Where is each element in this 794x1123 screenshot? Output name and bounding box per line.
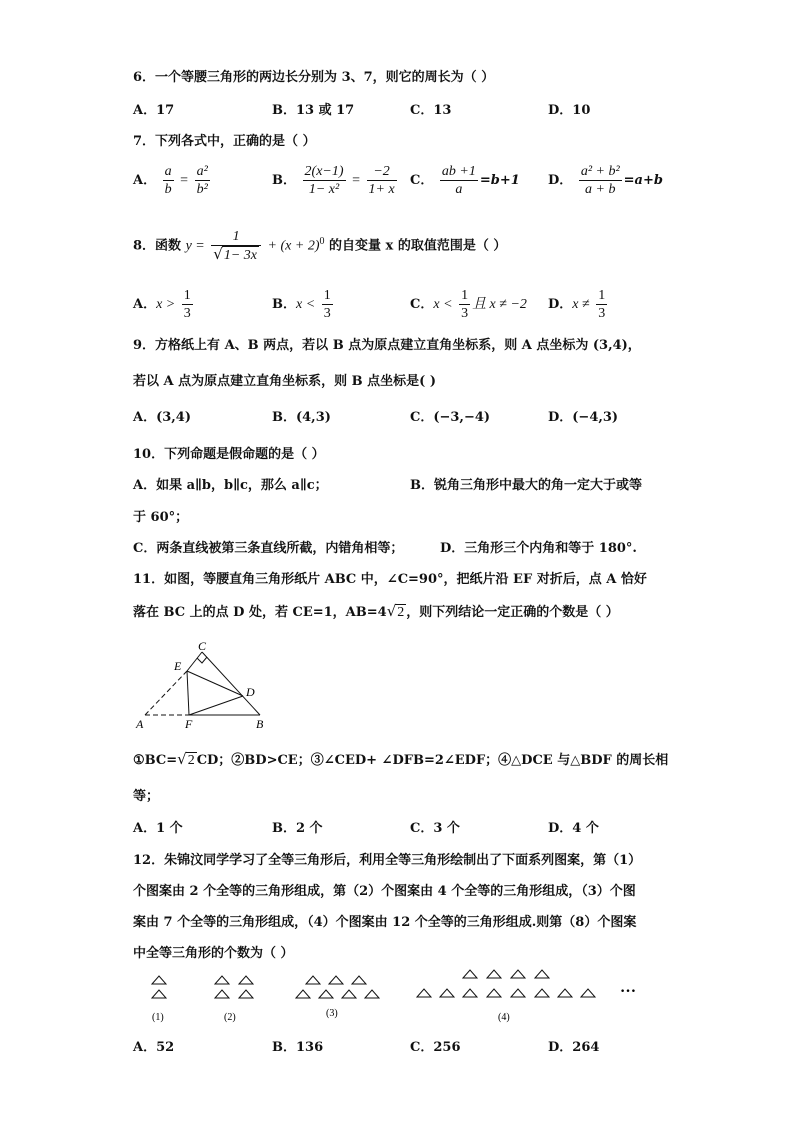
pattern-label-2: (2) [224, 1012, 236, 1023]
pattern-3-triangle [306, 976, 320, 984]
q11-triangle-figure [130, 638, 270, 732]
q6-option-c: C．13 [410, 103, 452, 118]
q7-b-rhs-fraction: $\frac{-2}{1+ x}$ [368, 164, 395, 197]
pattern-2-triangle [239, 990, 253, 998]
q9-option-b: B．(4,3) [272, 410, 331, 425]
q7-option-a: A． $\frac{a}{b}$ = $\frac{\text{a²}}{\text{b²}}$ [133, 164, 208, 197]
q6-stem: 6．一个等腰三角形的两边长分别为 3、7，则它的周长为（ ） [133, 70, 495, 85]
q11-option-d: D．4 个 [548, 821, 599, 836]
q9-option-c: C．(−3,−4) [410, 410, 491, 425]
q7-d-rhs: =a+b [623, 173, 663, 188]
q7-option-c [410, 163, 520, 198]
q7-d-fraction: $\frac{\text{a² + b²}}{a + b}$ [580, 164, 620, 197]
pattern-4-triangle [487, 970, 501, 978]
sqrt-icon: √ [386, 602, 397, 620]
q7-c-rhs: =b+1 [479, 173, 520, 188]
q11-conclusions: ①BC=√2 CD；②BD>CE；③∠CED+ ∠DFB=2∠EDF；④△DCE 与△BDF 的周长相 [133, 750, 669, 768]
q8-option-a: A．x > $\frac{1}{3}$ [133, 288, 191, 321]
q12-line-4: 中全等三角形的个数为（ ） [133, 946, 294, 961]
q7-option-d [548, 163, 663, 198]
pattern-label-4: (4) [498, 1012, 510, 1023]
figure-label-a: A [136, 717, 144, 731]
q8-plus-term: + (x + 2) [267, 238, 320, 254]
q8-option-b: B．x < $\frac{1}{3}$ [272, 288, 331, 321]
q12-line-3: 案由 7 个全等的三角形组成，（4）个图案由 12 个全等的三角形组成.则第（8）个图案 [133, 915, 637, 930]
pattern-label-3: (3) [326, 1008, 338, 1019]
pattern-4-triangle [511, 970, 525, 978]
pattern-4-triangle [463, 970, 477, 978]
figure-line-fd [189, 696, 243, 715]
figure-line-cb [202, 652, 260, 715]
pattern-label-1: (1) [152, 1012, 164, 1023]
pattern-3-triangle [319, 990, 333, 998]
q9-option-d: D．(−4,3) [548, 410, 619, 425]
q8-option-c: C．x < $\frac{1}{3}$ 且 x ≠ −2 [410, 288, 527, 321]
q11-conclusions-cont: 等； [133, 789, 160, 804]
q7-option-d-label: D． [548, 173, 573, 188]
pattern-3-triangle [365, 990, 379, 998]
q7-option-c-label: C． [410, 173, 434, 188]
q9-line-2: 若以 A 点为原点建立直角坐标系，则 B 点坐标是( ) [133, 374, 437, 389]
sqrt-icon: √ [213, 245, 223, 263]
q12-option-d: D．264 [548, 1040, 600, 1055]
q10-option-b-cont: 于 60°； [133, 510, 189, 525]
q8-fraction: $\frac{1}{√1- 3x}$ [211, 228, 261, 264]
q12-option-a: A．52 [133, 1040, 175, 1055]
figure-label-b: B [256, 717, 264, 731]
pattern-4-triangle [511, 989, 525, 997]
pattern-4-triangle [417, 989, 431, 997]
q8-y-eq: y = [185, 238, 205, 254]
pattern-4-triangle [487, 989, 501, 997]
figure-line-ae [145, 671, 187, 715]
q11-line-2: 落在 BC 上的点 D 处，若 CE=1，AB=4√2 ，则下列结论一定正确的个数是（ ） [133, 602, 619, 620]
q7-stem: 7．下列各式中，正确的是（ ） [133, 134, 316, 149]
q7-b-lhs-fraction: $\frac{2(x-1)}{\text{1− x²}}$ [304, 164, 344, 197]
q12-option-b: B．136 [272, 1040, 324, 1055]
q6-option-b: B．13 或 17 [272, 103, 355, 118]
q12-line-1: 12．朱锦汶同学学习了全等三角形后，利用全等三角形绘制出了下面系列图案，第（1） [133, 853, 642, 868]
q11-option-b: B．2 个 [272, 821, 323, 836]
q8-stem [133, 228, 506, 264]
pattern-1-triangle [152, 990, 166, 998]
pattern-3-triangle [352, 976, 366, 984]
figure-label-d: D [246, 685, 255, 699]
pattern-3-triangle [296, 990, 310, 998]
q11-option-a: A．1 个 [133, 821, 183, 836]
q6-option-d: D．10 [548, 103, 591, 118]
q10-option-a: A．如果 a∥b，b∥c，那么 a∥c； [133, 478, 328, 493]
figure-line-ef [187, 671, 189, 715]
pattern-4-triangle [535, 970, 549, 978]
right-angle-mark [197, 657, 207, 663]
q12-triangle-patterns [130, 962, 670, 1030]
q7-c-fraction: $\frac{ab +1}{a}$ [441, 164, 476, 197]
q7-option-b: B． $\frac{2(x-1)}{\text{1− x²}}$ = $\frac{-2}{1+ x}$ [272, 164, 395, 197]
q9-line-1: 9．方格纸上有 A、B 两点，若以 B 点为原点建立直角坐标系，则 A 点坐标为 (3,4)， [133, 338, 641, 353]
pattern-2-triangle [239, 976, 253, 984]
pattern-3-triangle [329, 976, 343, 984]
q10-option-d: D．三角形三个内角和等于 180°. [440, 541, 637, 556]
q12-line-2: 个图案由 2 个全等的三角形组成，第（2）个图案由 4 个全等的三角形组成，（3）个图 [133, 884, 636, 899]
q10-option-b: B．锐角三角形中最大的角一定大于或等 [410, 478, 642, 493]
q7-a-lhs-fraction: $\frac{a}{b}$ [164, 164, 172, 197]
q10-stem: 10．下列命题是假命题的是（ ） [133, 447, 325, 462]
q9-option-a: A．(3,4) [133, 410, 192, 425]
pattern-2-triangle [215, 990, 229, 998]
pattern-2-triangle [215, 976, 229, 984]
q7-a-rhs-fraction: $\frac{\text{a²}}{\text{b²}}$ [196, 164, 208, 197]
q8-option-d: D．x ≠ $\frac{1}{3}$ [548, 288, 606, 321]
figure-label-f: F [185, 717, 193, 731]
pattern-4-triangle [535, 989, 549, 997]
pattern-ellipsis: … [620, 979, 636, 996]
q10-option-c: C．两条直线被第三条直线所截，内错角相等； [133, 541, 404, 556]
pattern-4-triangle [440, 989, 454, 997]
q8-prefix: 8．函数 [133, 238, 182, 254]
q12-option-c: C．256 [410, 1040, 461, 1055]
q11-option-c: C．3 个 [410, 821, 460, 836]
q8-suffix: 的自变量 x 的取值范围是（ ） [329, 238, 507, 254]
figure-line-ec [187, 652, 202, 671]
pattern-4-triangle [463, 989, 477, 997]
pattern-3-triangle [342, 990, 356, 998]
pattern-4-triangle [558, 989, 572, 997]
q8-exponent: 0 [319, 236, 325, 248]
pattern-1-triangle [152, 976, 166, 984]
sqrt-icon: √ [177, 750, 187, 768]
pattern-4-triangle [581, 989, 595, 997]
figure-label-e: E [174, 659, 182, 673]
figure-line-ed [187, 671, 243, 696]
q7-option-a-label: A． [133, 173, 157, 188]
figure-label-c: C [198, 639, 207, 653]
q11-line-1: 11．如图，等腰直角三角形纸片 ABC 中，∠C=90°，把纸片沿 EF 对折后，点 A 恰好 [133, 572, 647, 587]
q7-option-b-label: B． [272, 173, 296, 188]
q6-option-a: A．17 [133, 103, 175, 118]
